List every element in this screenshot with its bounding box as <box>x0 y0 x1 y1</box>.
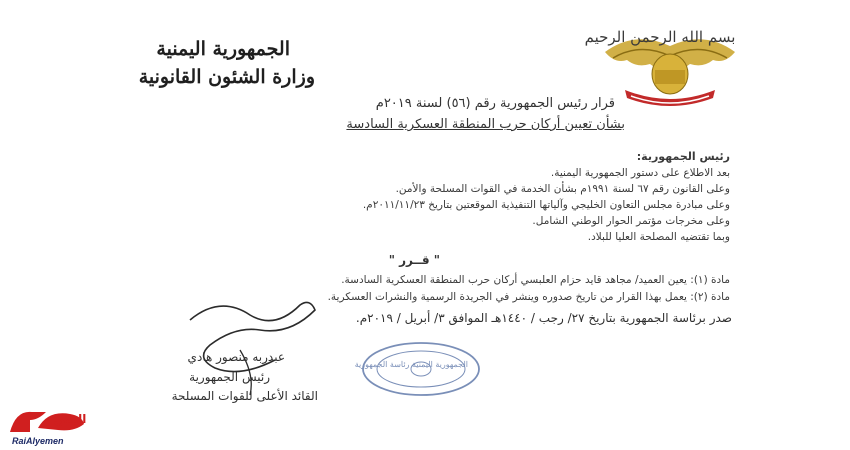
article-line: مادة (١): يعين العميد/ مجاهد قايد حزام العلبسي أركان حرب المنطقة العسكرية السادسة. <box>341 274 730 286</box>
article-line: مادة (٢): يعمل بهذا القرار من تاريخ صدوره وينشر في الجريدة الرسمية والنشرات العسكرية. <box>327 291 730 303</box>
basmala-text: بسم الله الرحمن الرحيم <box>584 28 736 46</box>
logo-latin-text: RaiAlyemen <box>12 436 64 446</box>
preamble-line: وعلى مخرجات مؤتمر الحوار الوطني الشامل. <box>532 215 730 227</box>
preamble-line: بعد الاطلاع على دستور الجمهورية اليمنية. <box>550 167 730 179</box>
preamble-line: وبما تقتضيه المصلحة العليا للبلاد. <box>587 231 730 243</box>
republic-heading: الجمهورية اليمنية <box>156 38 290 60</box>
signatory-role: رئيس الجمهورية <box>189 370 270 384</box>
decree-title: قرار رئيس الجمهورية رقم (٥٦) لسنة ٢٠١٩م <box>375 96 615 111</box>
stamp-text: الجمهورية اليمنية رئاسة الجمهورية <box>354 360 468 369</box>
signatory-name: عبدربه منصور هادي <box>187 350 285 364</box>
ministry-heading: وزارة الشئون القانونية <box>138 66 315 88</box>
signatory-command: القائد الأعلى للقوات المسلحة <box>171 389 318 403</box>
decree-subject: بشأن تعيين أركان حرب المنطقة العسكرية السادسة <box>346 117 625 132</box>
decides-heading: " قــرر " <box>388 253 440 267</box>
preamble-line: وعلى القانون رقم ٦٧ لسنة ١٩٩١م بشأن الخدمة في القوات المسلحة والأمن. <box>395 183 730 195</box>
issued-date-line: صدر برئاسة الجمهورية بتاريخ ٢٧/ رجب / ١٤٤٠هـ الموافق ٣/ أبريل / ٢٠١٩م. <box>355 311 732 325</box>
logo-name-text: اليمن <box>54 412 87 426</box>
official-stamp <box>354 340 482 398</box>
preamble-line: وعلى مبادرة مجلس التعاون الخليجي وآلياتها التنفيذية الموقعتين بتاريخ ٢٠١١/١١/٢٣م. <box>362 199 730 211</box>
president-label: رئيس الجمهورية: <box>636 150 730 163</box>
